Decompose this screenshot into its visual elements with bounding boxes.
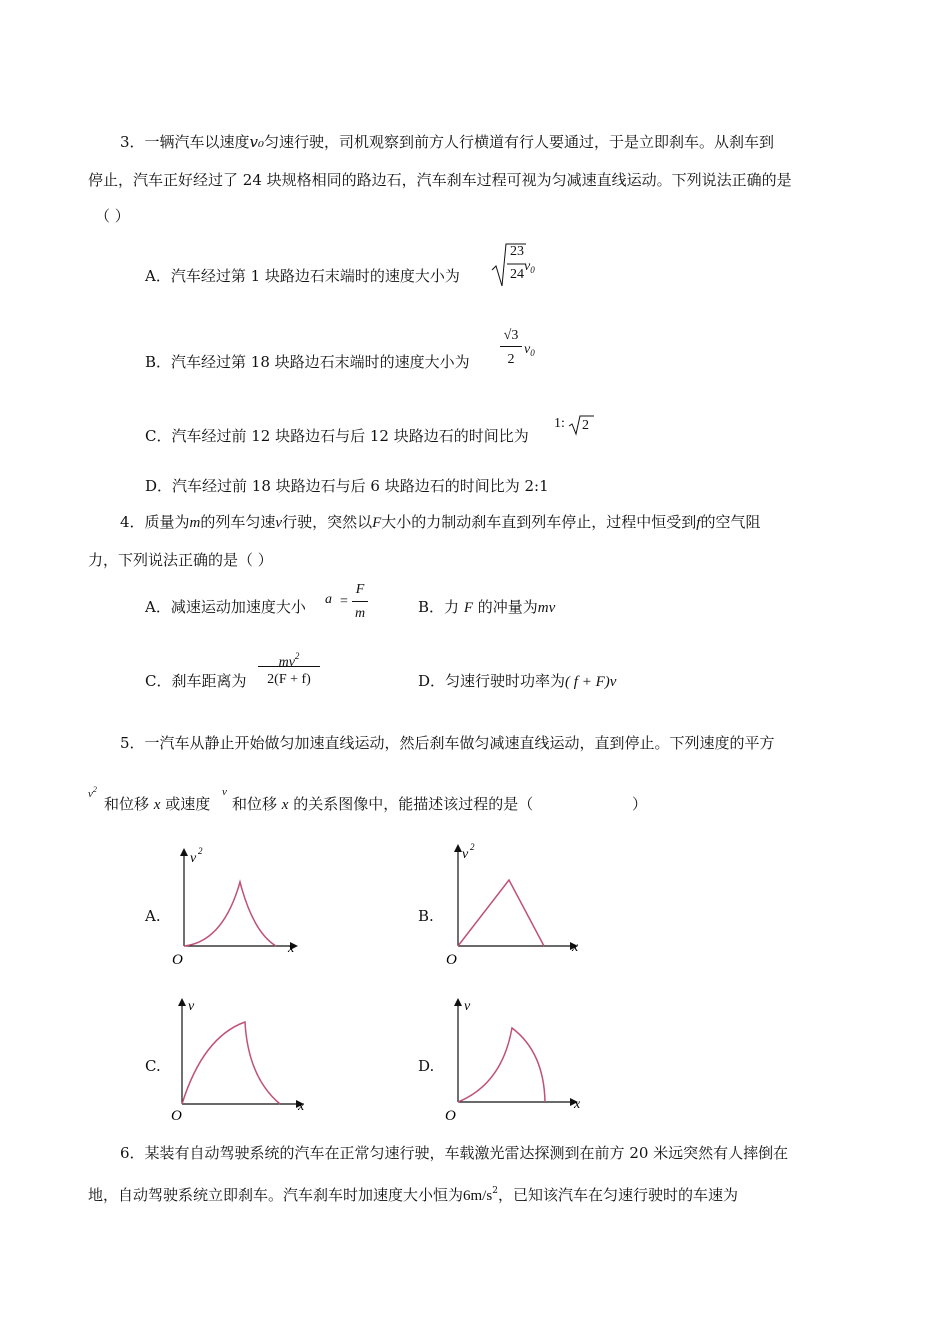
curve-b (458, 880, 544, 946)
q3-option-a-v0: $v_0$ (524, 259, 535, 275)
q3-option-a: A．汽车经过第 1 块路边石末端时的速度大小为 (145, 267, 460, 285)
q3-option-d: D．汽车经过前 18 块路边石与后 6 块路边石的时间比为 2:1 (145, 477, 549, 495)
q3-option-a-num: 23 (510, 244, 524, 259)
y-label: v (190, 851, 197, 866)
q5-option-c-label: C. (145, 1057, 161, 1075)
q6-stem-line2: 地，自动驾驶系统立即刹车。汽车刹车时加速度大小恒为$6m/s^2$，已知该汽车在匀速行驶时的车速为 (88, 1186, 738, 1204)
q5-option-a-label: A. (145, 907, 161, 925)
y-label: v (188, 999, 195, 1014)
curve-c (182, 1022, 280, 1104)
q4-option-a-a: a (325, 592, 332, 607)
q4-option-a-eq: = (340, 594, 348, 609)
q4-option-a-fraction-bar (352, 601, 368, 602)
q3-option-b-num: √3 (503, 328, 519, 343)
y-axis-arrow-icon (178, 998, 186, 1006)
q5-stem-v2: $v^2$ (88, 785, 97, 800)
q3-option-a-den: 24 (510, 267, 524, 282)
q4-stem-line2: 力，下列说法正确的是（ ） (88, 551, 273, 569)
q4-option-c: C．刹车距离为 (145, 672, 247, 690)
q3-option-c-root: 2 (582, 418, 589, 433)
y-label: v (462, 847, 469, 862)
q3-option-c: C．汽车经过前 12 块路边石与后 12 块路边石的时间比为 (145, 427, 529, 445)
origin-label: O (172, 952, 183, 968)
q4-option-c-fraction-bar (258, 666, 320, 667)
q5-graph-d (442, 992, 587, 1124)
q3-option-b-fraction-bar (500, 346, 522, 347)
x-label: x (298, 1099, 305, 1114)
x-label: x (572, 940, 579, 955)
q3-option-c-ratio: 1: (554, 416, 565, 431)
origin-label: O (171, 1108, 182, 1124)
q4-option-a-num: F (355, 582, 365, 597)
y-axis-arrow-icon (454, 844, 462, 852)
q3-answer-blank: （ ） (95, 207, 130, 225)
y-label-sup: 2 (470, 842, 475, 852)
origin-label: O (445, 1108, 456, 1124)
q5-stem-line2: 和位移 x 或速度 (104, 795, 211, 813)
y-label-sup: 2 (198, 846, 203, 856)
q3-option-b-den: 2 (507, 352, 515, 367)
q4-option-c-den: 2(F + f) (267, 672, 311, 687)
q4-option-a: A．减速运动加速度大小 (145, 598, 306, 616)
q4-stem-line1: 4．质量为m的列车匀速v行驶，突然以F大小的力制动刹车直到列车停止，过程中恒受到f的空气阻 (120, 513, 761, 531)
q3-option-b: B．汽车经过第 18 块路边石末端时的速度大小为 (145, 353, 470, 371)
q4-option-b: B．力 F 的冲量为mv (418, 598, 556, 616)
q4-option-c-num: $mv^2$ (278, 651, 300, 670)
x-label: x (574, 1097, 581, 1112)
q4-option-a-den: m (354, 606, 366, 621)
q5-stem-line1: 5．一汽车从静止开始做匀加速直线运动，然后刹车做匀减速直线运动，直到停止。下列速度的平方 (120, 734, 775, 752)
x-label: x (288, 941, 295, 956)
q5-graph-b (442, 838, 582, 972)
q3-stem-line2: 停止，汽车正好经过了 24 块规格相同的路边石，汽车刹车过程可视为匀减速直线运动。下列说法正确的是 (88, 171, 792, 189)
q5-option-d-label: D. (418, 1057, 435, 1075)
q5-stem-close: ） (632, 795, 648, 813)
y-label: v (464, 999, 471, 1014)
q5-option-b-label: B. (418, 907, 434, 925)
q5-graph-c (168, 992, 313, 1124)
y-axis-arrow-icon (454, 998, 462, 1006)
curve-a (184, 882, 276, 946)
q6-stem-line1: 6．某装有自动驾驶系统的汽车在正常匀速行驶，车载激光雷达探测到在前方 20 米远突然有人摔倒在 (120, 1144, 789, 1162)
y-axis-arrow-icon (180, 848, 188, 856)
q5-stem-line2-tail: 和位移 x 的关系图像中，能描述该过程的是（ (232, 795, 534, 813)
origin-label: O (446, 952, 457, 968)
q3-option-b-v0: $v_0$ (524, 342, 535, 358)
curve-d (458, 1028, 545, 1102)
q5-graph-a (168, 842, 308, 972)
q5-stem-v: v (222, 786, 227, 798)
q3-stem-line1: 3．一辆汽车以速度v₀匀速行驶，司机观察到前方人行横道有行人要通过，于是立即刹车。从刹车到 (120, 133, 775, 151)
q4-option-d: D．匀速行驶时功率为( f + F)v (418, 672, 617, 690)
